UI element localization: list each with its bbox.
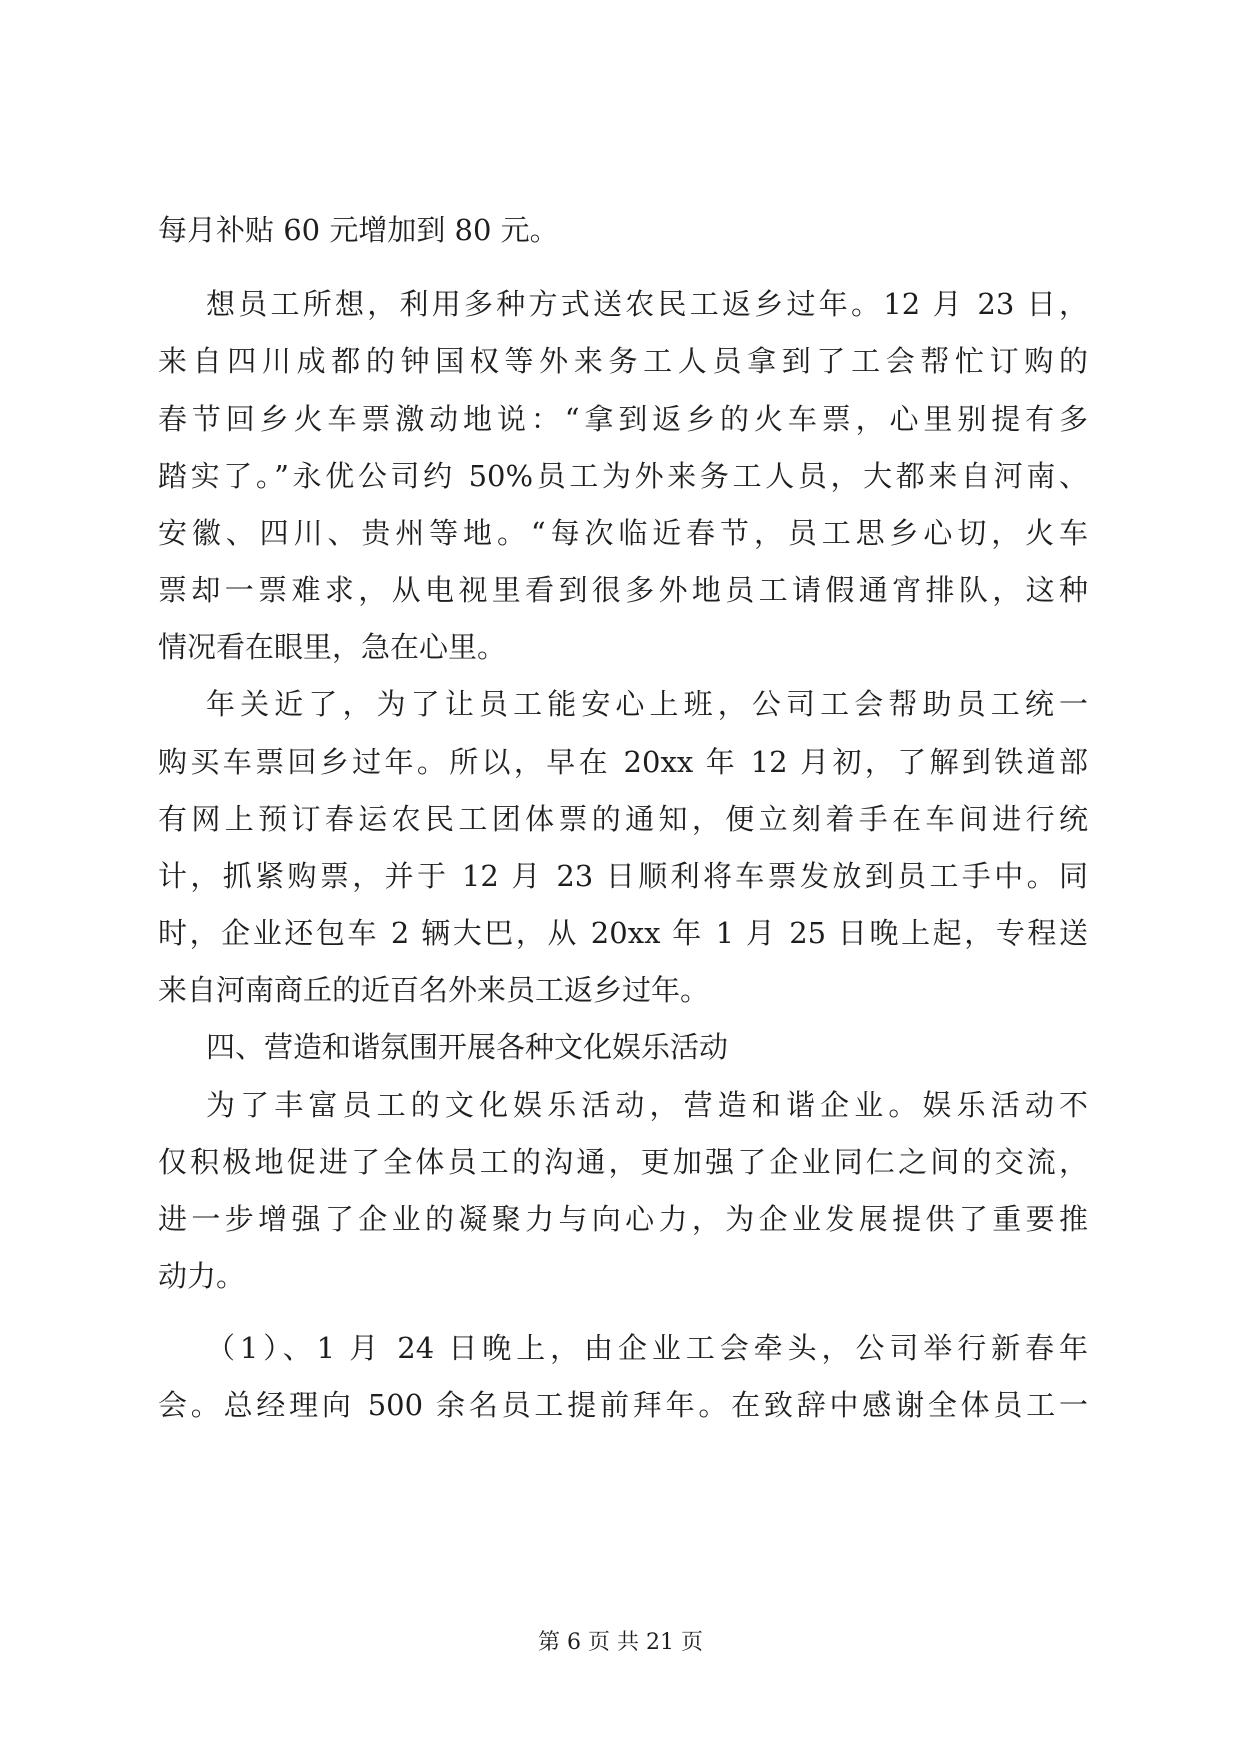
text-line: 时，企业还包车 2 辆大巴，从 20xx 年 1 月 25 日晚上起，专程送 [158, 916, 1088, 950]
page-number-footer: 第 6 页 共 21 页 [538, 1630, 703, 1655]
section-heading: 四、营造和谐氛围开展各种文化娱乐活动 [206, 1030, 729, 1064]
paragraph-first-line: 想员工所想，利用多种方式送农民工返乡过年。12 月 23 日， [206, 287, 1088, 321]
text-line: 仅积极地促进了全体员工的沟通，更加强了企业同仁之间的交流， [158, 1145, 1088, 1179]
paragraph-first-line: （1）、1 月 24 日晚上，由企业工会牵头，公司举行新春年 [206, 1331, 1088, 1365]
text-line: 有网上预订春运农民工团体票的通知，便立刻着手在车间进行统 [158, 802, 1088, 836]
text-line: 会。总经理向 500 余名员工提前拜年。在致辞中感谢全体员工一 [158, 1388, 1088, 1422]
text-line: 情况看在眼里，急在心里。 [158, 630, 507, 664]
text-line: 踏实了。”永优公司约 50%员工为外来务工人员，大都来自河南、 [158, 459, 1088, 493]
paragraph-first-line: 为了丰富员工的文化娱乐活动，营造和谐企业。娱乐活动不 [206, 1088, 1088, 1122]
paragraph-first-line: 年关近了，为了让员工能安心上班，公司工会帮助员工统一 [206, 687, 1088, 721]
text-line: 动力。 [158, 1259, 246, 1293]
text-line: 进一步增强了企业的凝聚力与向心力，为企业发展提供了重要推 [158, 1202, 1088, 1236]
text-line: 票却一票难求，从电视里看到很多外地员工请假通宵排队，这种 [158, 573, 1088, 607]
text-line: 来自河南商丘的近百名外来员工返乡过年。 [158, 973, 710, 1007]
text-line: 计，抓紧购票，并于 12 月 23 日顺利将车票发放到员工手中。同 [158, 859, 1088, 893]
text-line: 春节回乡火车票激动地说：“拿到返乡的火车票，心里别提有多 [158, 402, 1088, 436]
text-line: 每月补贴 60 元增加到 80 元。 [158, 213, 559, 247]
text-line: 来自四川成都的钟国权等外来务工人员拿到了工会帮忙订购的 [158, 344, 1088, 378]
text-line: 安徽、四川、贵州等地。“每次临近春节，员工思乡心切，火车 [158, 516, 1088, 550]
text-line: 购买车票回乡过年。所以，早在 20xx 年 12 月初，了解到铁道部 [158, 745, 1088, 779]
